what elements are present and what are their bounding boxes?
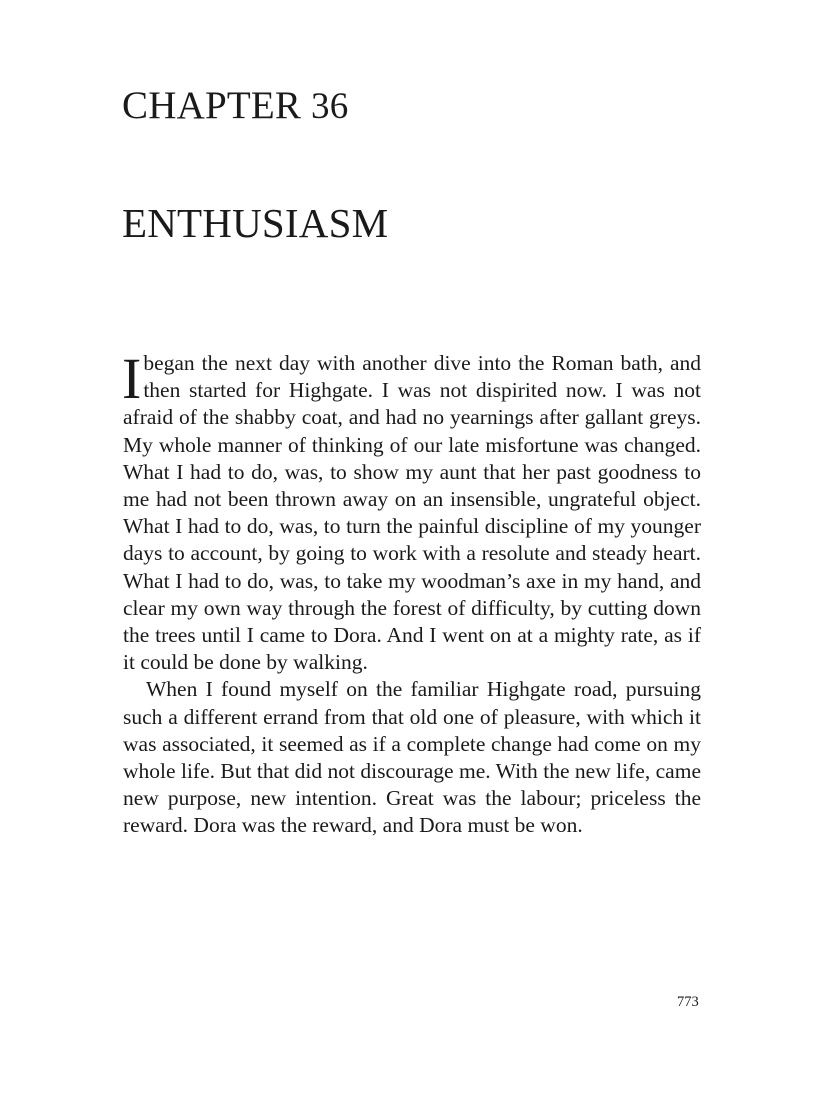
drop-cap: I bbox=[122, 346, 142, 411]
paragraph-1-text: began the next day with another dive into the Roman bath, and then started for Highgate. I was not dispirited now. I was not afraid of the shabby coat, and had no yearnings after gallant greys. My whole manner of thinking of our late misfortune was changed. What I had to do, was, to show my aunt that her past goodness to me had not been thrown away on an insensible, ungrateful object. What I had to do, was, to turn the painful discipline of my younger days to account, by going to work with a resolute and steady heart. What I had to do, was, to take my woodman’s axe in my hand, and clear my own way through the forest of difficulty, by cutting down the trees until I came to Dora. And I went on at a mighty rate, as if it could be done by walking. bbox=[123, 351, 701, 675]
paragraph-1 bbox=[122, 346, 701, 676]
chapter-heading bbox=[122, 86, 348, 125]
body-text bbox=[122, 346, 701, 840]
chapter-title: ENTHUSIASM bbox=[122, 200, 389, 246]
page-number: 773 bbox=[677, 994, 699, 1010]
chapter-number: 36 bbox=[311, 86, 349, 127]
chapter-label: CHAPTER bbox=[122, 84, 302, 127]
paragraph-2: When I found myself on the familiar Highgate road, pursuing such a different errand from that old one of pleasure, with which it was associated, it seemed as if a complete change had come on my whole life. But that did not discourage me. With the new life, came new purpose, new intention. Great was the labour; priceless the reward. Dora was the reward, and Dora must be won. bbox=[123, 677, 701, 838]
